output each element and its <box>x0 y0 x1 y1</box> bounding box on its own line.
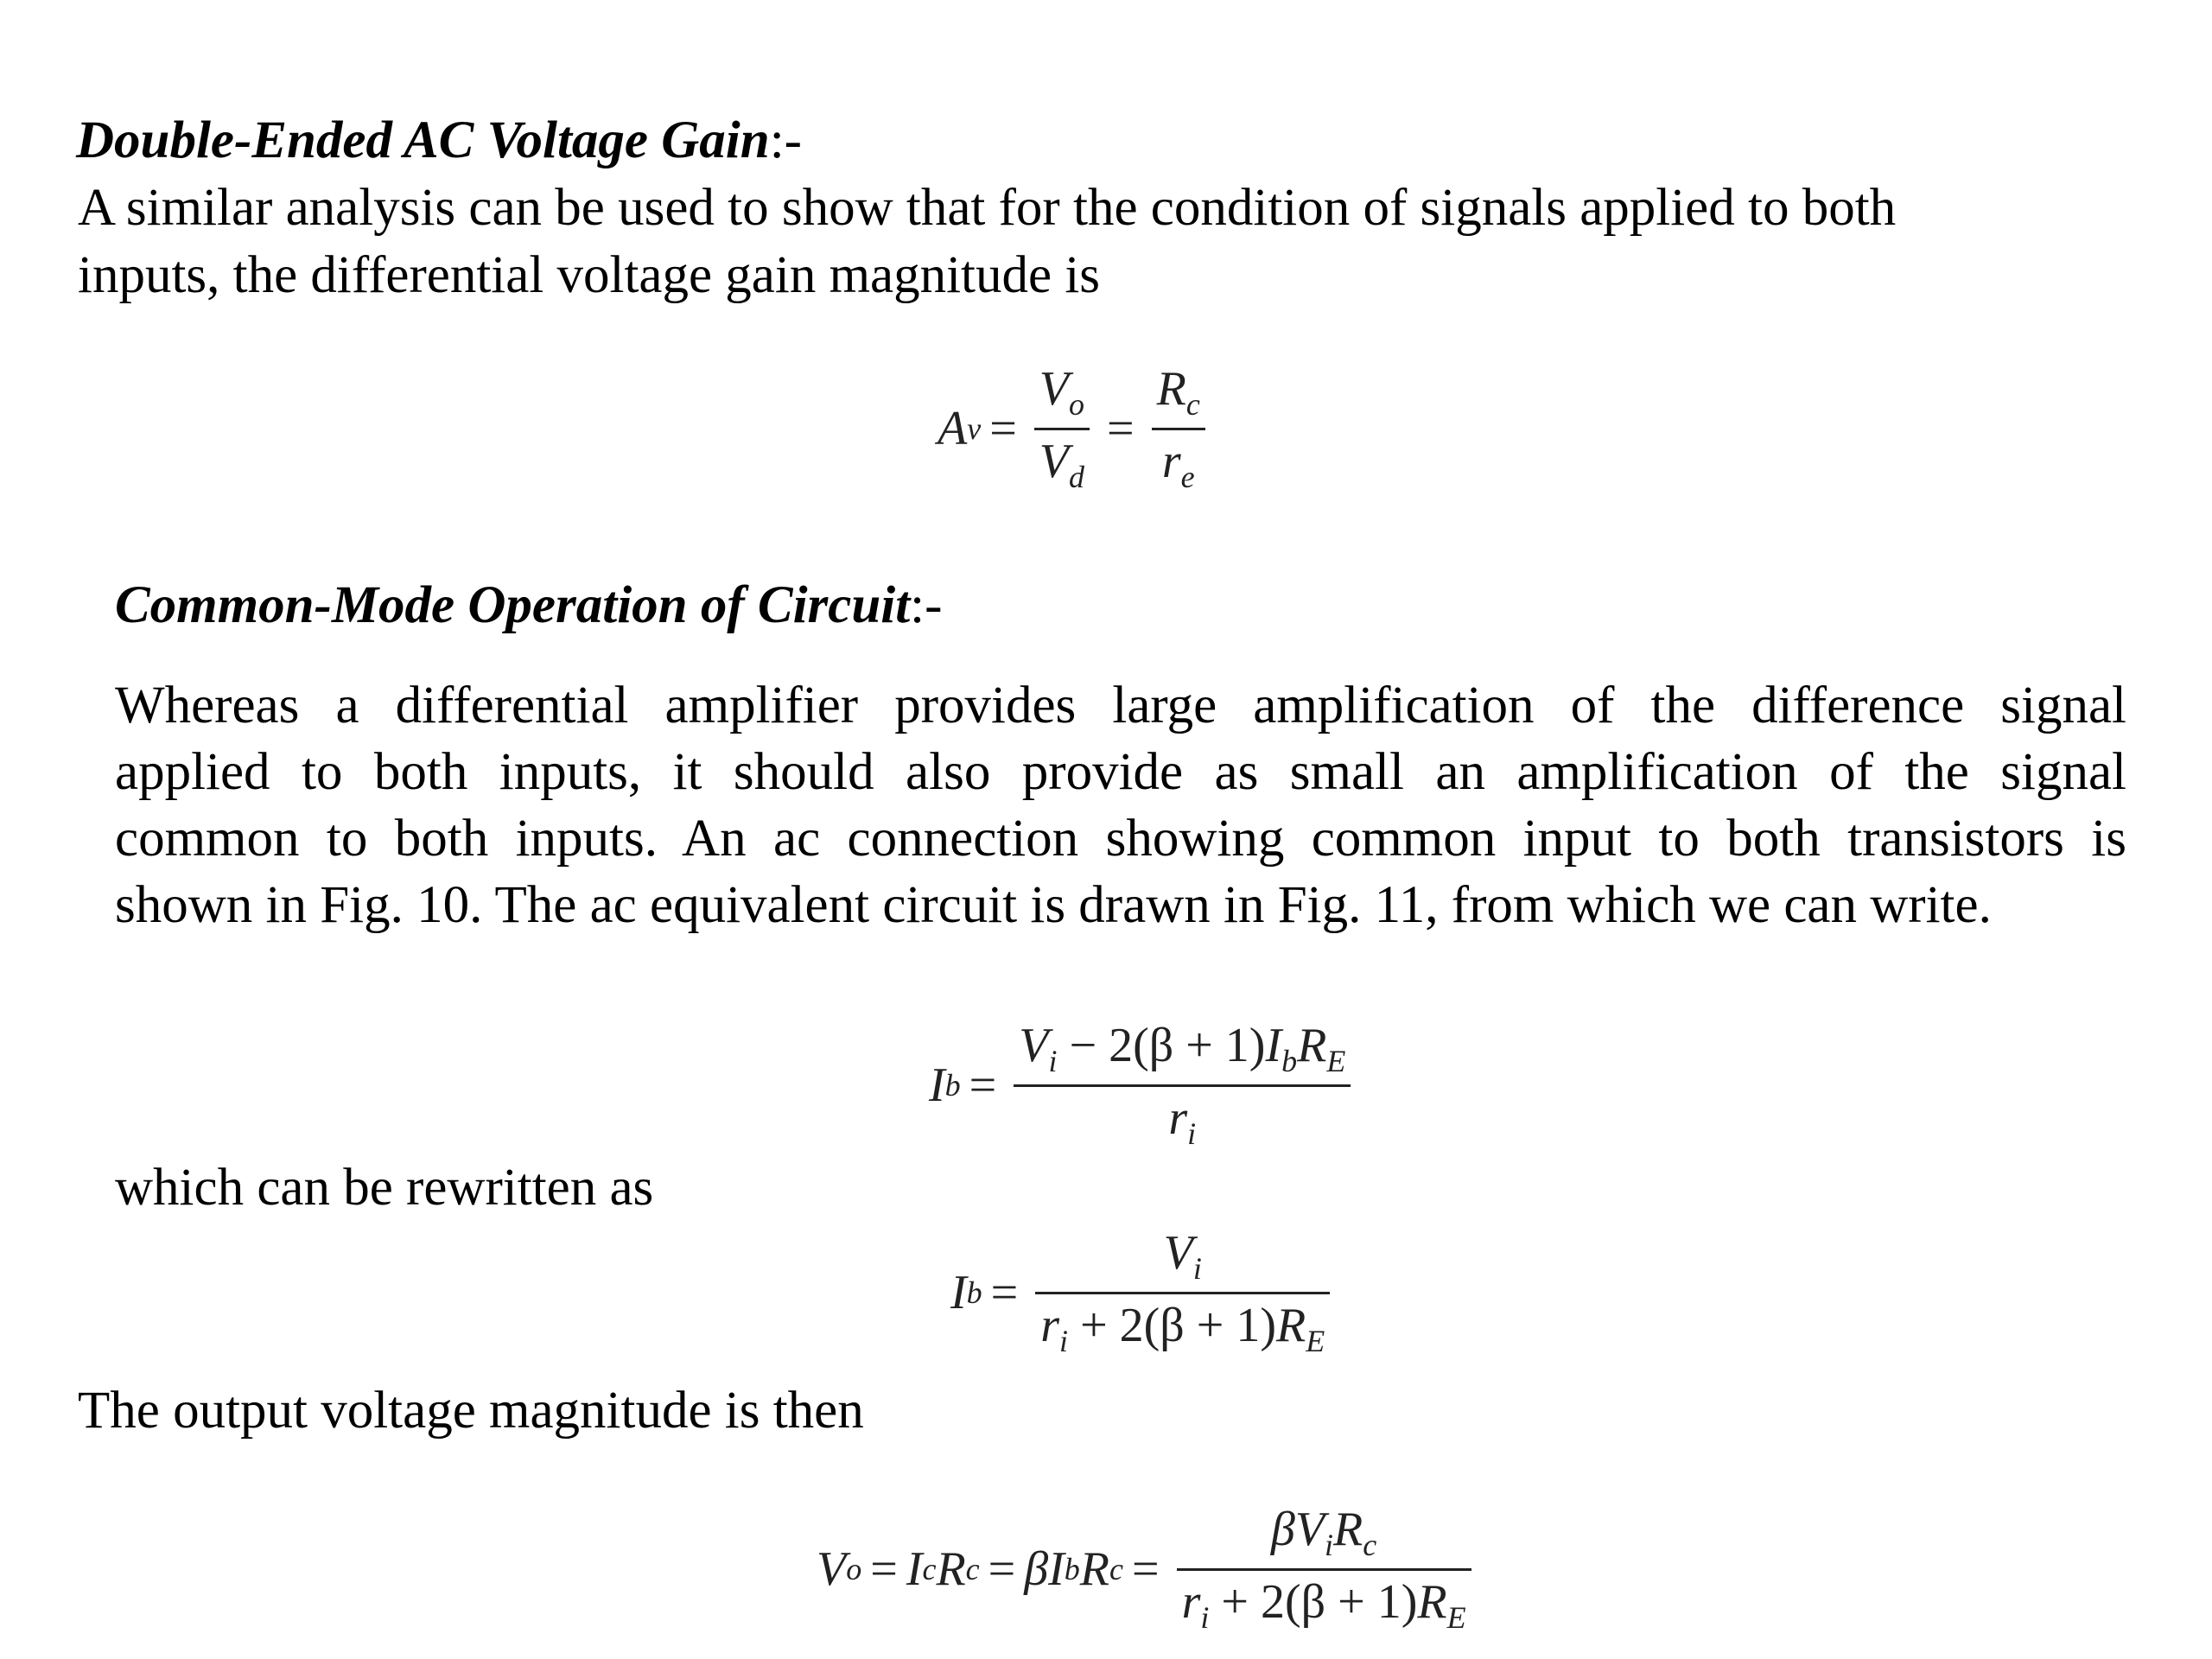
eq-symbol: I <box>1265 1019 1282 1072</box>
denominator <box>1034 428 1090 495</box>
equation-base-current-rewritten <box>950 1227 1338 1358</box>
eq-subscript: c <box>1363 1528 1377 1562</box>
eq-symbol: r <box>1161 434 1181 488</box>
eq-subscript: b <box>944 1068 961 1103</box>
paragraph-line: A similar analysis can be used to show that for the condition of signals applied to both <box>78 179 1897 237</box>
eq-symbol: V <box>1039 434 1070 488</box>
fraction <box>1014 1020 1351 1151</box>
eq-symbol: V <box>1294 1503 1325 1556</box>
eq-subscript: i <box>1059 1323 1069 1358</box>
eq-text: + 2(β + 1) <box>1068 1298 1277 1352</box>
paragraph-line: Whereas a differential amplifier provides large amplification of the difference signal <box>115 677 2126 734</box>
equals-sign: = <box>1132 1542 1160 1597</box>
eq-subscript: E <box>1326 1044 1346 1078</box>
eq-symbol: I <box>950 1266 967 1320</box>
eq-symbol: V <box>1039 362 1070 416</box>
numerator <box>1266 1503 1382 1568</box>
eq-subscript: b <box>1064 1552 1080 1587</box>
eq-subscript: i <box>1048 1044 1058 1078</box>
fraction <box>1152 363 1205 494</box>
equation-base-current <box>929 1020 1359 1151</box>
heading-text: Double-Ended AC Voltage Gain <box>76 111 770 169</box>
heading-text: Common-Mode Operation of Circuit <box>115 576 911 634</box>
eq-symbol: β <box>1270 1503 1295 1556</box>
section-heading-double-ended-gain <box>76 107 802 175</box>
eq-symbol: A <box>938 402 968 456</box>
paragraph-line: applied to both inputs, it should also provide as small an amplification of the signal <box>115 743 2126 801</box>
eq-subscript: b <box>1281 1044 1298 1078</box>
section-heading-common-mode <box>115 572 942 639</box>
numerator <box>1152 363 1205 428</box>
eq-subscript: d <box>1069 459 1085 494</box>
eq-symbol: r <box>1181 1574 1201 1629</box>
eq-subscript: o <box>846 1552 862 1587</box>
equals-sign: = <box>870 1542 898 1597</box>
eq-symbol: R <box>936 1542 966 1597</box>
eq-symbol: I <box>906 1542 923 1597</box>
fraction <box>1034 363 1090 494</box>
paragraph-line: The output voltage magnitude is then <box>78 1382 864 1440</box>
eq-subscript: i <box>1200 1599 1210 1635</box>
eq-subscript: e <box>1180 459 1195 494</box>
equals-sign: = <box>1107 402 1135 456</box>
eq-subscript: c <box>1185 387 1200 422</box>
eq-symbol: R <box>1156 362 1186 416</box>
eq-subscript: c <box>1109 1552 1123 1587</box>
eq-subscript: i <box>1192 1251 1202 1286</box>
eq-text: + 2(β + 1) <box>1209 1574 1418 1629</box>
eq-subscript: v <box>967 411 982 447</box>
eq-subscript: E <box>1306 1323 1325 1358</box>
fraction <box>1035 1227 1330 1358</box>
eq-symbol: R <box>1276 1298 1306 1352</box>
numerator <box>1014 1020 1351 1084</box>
eq-symbol: V <box>817 1542 847 1597</box>
eq-symbol: r <box>1040 1298 1060 1352</box>
denominator <box>1152 428 1205 495</box>
eq-symbol: V <box>1019 1019 1049 1072</box>
eq-subscript: i <box>1325 1528 1334 1562</box>
numerator <box>1034 363 1090 428</box>
equals-sign: = <box>989 402 1017 456</box>
eq-symbol: R <box>1297 1019 1327 1072</box>
paragraph-line: which can be rewritten as <box>115 1159 654 1217</box>
eq-subscript: c <box>965 1552 980 1587</box>
equation-output-voltage <box>817 1503 1480 1635</box>
equation-voltage-gain <box>938 363 1214 494</box>
eq-symbol: I <box>1048 1542 1065 1597</box>
eq-subscript: c <box>922 1552 937 1587</box>
eq-subscript: o <box>1069 387 1085 422</box>
equals-sign: = <box>988 1542 1016 1597</box>
numerator <box>1159 1227 1207 1292</box>
eq-subscript: i <box>1187 1116 1197 1151</box>
paragraph-line: inputs, the differential voltage gain magnitude is <box>78 246 1101 304</box>
eq-symbol: R <box>1333 1503 1363 1556</box>
heading-suffix: :- <box>910 576 943 634</box>
paragraph-line: shown in Fig. 10. The ac equivalent circuit is drawn in Fig. 11, from which we can write. <box>115 876 1992 934</box>
paragraph-common-mode <box>115 672 2126 938</box>
fraction <box>1177 1503 1471 1635</box>
eq-subscript: b <box>966 1275 982 1311</box>
eq-symbol: R <box>1079 1542 1110 1597</box>
eq-text: − 2(β + 1) <box>1057 1019 1266 1072</box>
equals-sign: = <box>990 1266 1019 1320</box>
eq-subscript: E <box>1446 1599 1466 1635</box>
denominator <box>1035 1292 1330 1359</box>
denominator <box>1014 1084 1351 1152</box>
eq-symbol: R <box>1417 1574 1447 1629</box>
eq-symbol: r <box>1168 1090 1188 1145</box>
equals-sign: = <box>969 1058 997 1113</box>
denominator <box>1177 1568 1471 1636</box>
heading-suffix: :- <box>769 111 802 169</box>
eq-symbol: I <box>929 1058 945 1113</box>
eq-symbol: β <box>1024 1542 1049 1597</box>
paragraph-line: common to both inputs. An ac connection showing common input to both transistors is <box>115 810 2126 868</box>
eq-symbol: V <box>1163 1226 1193 1280</box>
